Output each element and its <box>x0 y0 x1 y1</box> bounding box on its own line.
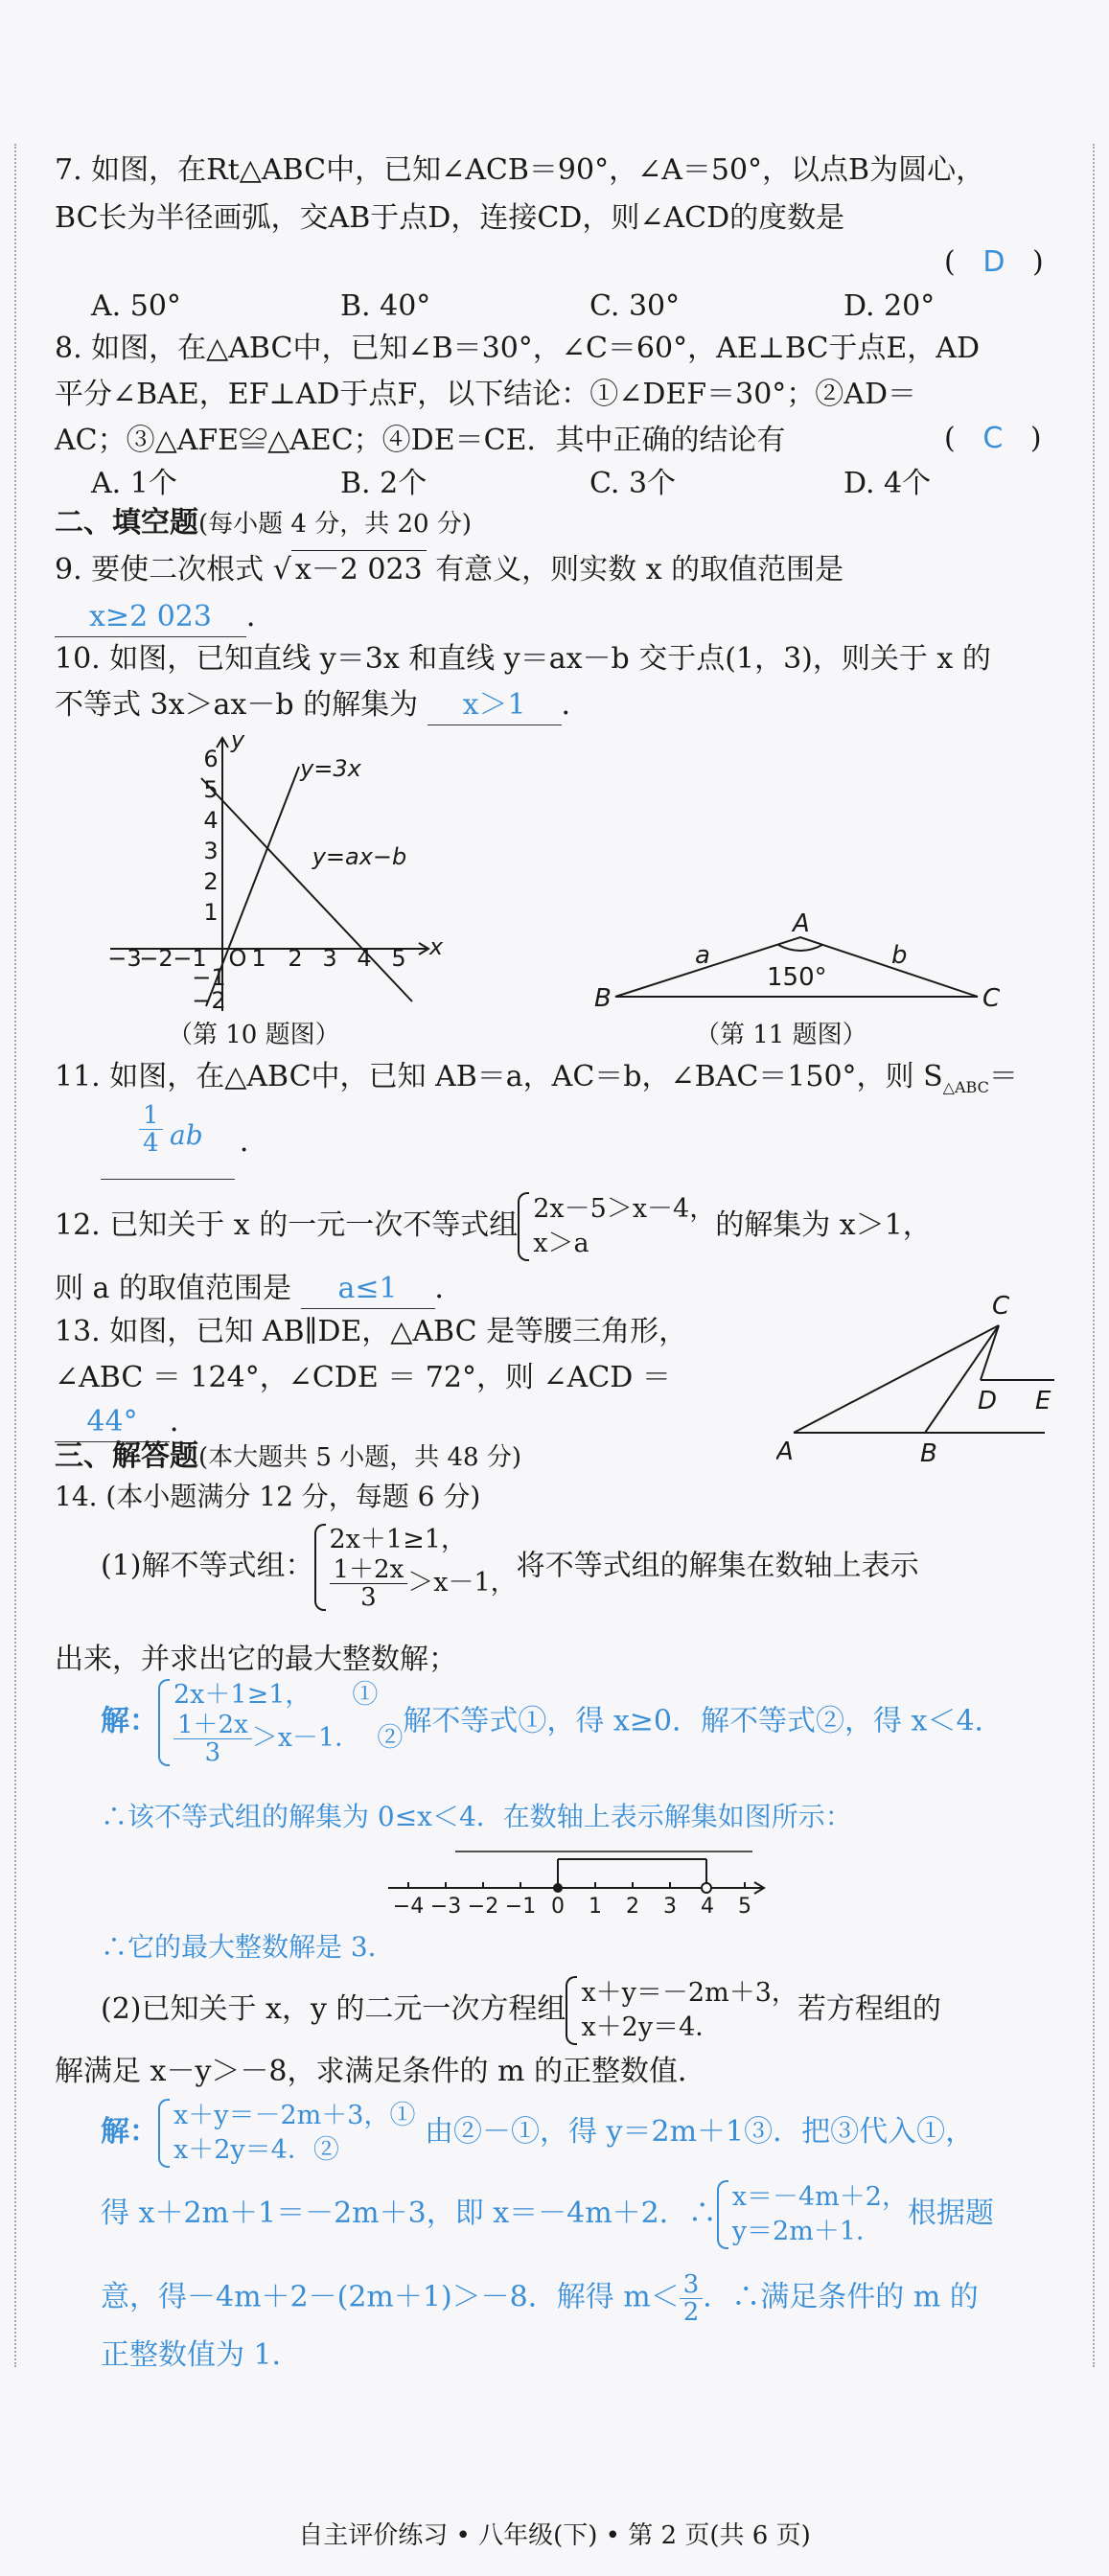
numberline-label: 2 <box>626 1895 639 1917</box>
q7-option-a: A. 50° <box>91 289 181 323</box>
fig13-label-c: C <box>992 1292 1010 1321</box>
fig10-xtick: 2 <box>288 945 303 972</box>
q9-line2: x≥2 023 ． <box>55 598 275 637</box>
figure-10-graph <box>96 728 460 1045</box>
q14-p2-row2: x＋2y＝4． <box>581 2012 722 2042</box>
fig13-label-d: D <box>978 1387 998 1415</box>
q7-option-c: C. 30° <box>589 289 681 323</box>
fig10-ytick: 3 <box>203 838 219 864</box>
q7-line1: 7. 如图，在Rt△ABC中，已知∠ACB＝90°，∠A＝50°，以点B为圆心， <box>55 153 985 187</box>
q14-sol1-row1: 2x＋1≥1， <box>173 1680 312 1710</box>
fig10-line1-label: y=3x <box>300 755 361 782</box>
fig10-ytick: 1 <box>203 899 219 926</box>
q14-p2-pre: (2)已知关于 x，y 的二元一次方程组 <box>101 1992 566 2026</box>
figure-13 <box>776 1289 1074 1461</box>
q12-pre: 12. 已知关于 x 的一元一次不等式组 <box>55 1208 519 1242</box>
q7-answer: D <box>982 245 1005 279</box>
q8-option-b: B. 2个 <box>340 467 427 500</box>
q14-p2-post: 若方程组的 <box>797 1992 941 2026</box>
fig11-vertex-a: A <box>793 910 810 938</box>
q14-sol1-system <box>158 1679 403 1766</box>
fig11-caption: （第 11 题图） <box>695 1021 867 1049</box>
section2-title: 二、填空题 <box>55 506 198 540</box>
q14-p2-line2: 解满足 x－y＞－8，求满足条件的 m 的正整数值． <box>55 2055 707 2088</box>
q14-sol1-label: 解： <box>101 1704 158 1738</box>
q8-line1: 8. 如图，在△ABC中，已知∠B＝30°，∠C＝60°，AE⊥BC于点E，AD <box>55 332 981 365</box>
q12-answer: a≤1 <box>301 1270 435 1309</box>
fig10-xtick: −2 <box>139 945 173 972</box>
q13-line3: 44° ． <box>55 1403 198 1442</box>
fig11-angle-label: 150° <box>767 963 827 992</box>
fig10-xtick: −1 <box>173 945 207 972</box>
fig10-ytick: 5 <box>203 776 219 803</box>
numberline-label: 0 <box>551 1895 565 1917</box>
q14-p1-line2: 出来，并求出它的最大整数解； <box>55 1643 457 1676</box>
q11-text: 11. 如图，在△ABC中，已知 AB＝a，AC＝b，∠BAC＝150°，则 S <box>55 1060 943 1093</box>
numberline-label: −4 <box>392 1895 425 1917</box>
q11-answer-var: ab <box>170 1119 203 1151</box>
q10-line1: 10. 如图，已知直线 y＝3x 和直线 y＝ax－b 交于点(1，3)，则关于 x 的 <box>55 642 991 676</box>
q14-header: 14. (本小题满分 12 分，每题 6 分) <box>55 1481 481 1512</box>
numberline-closed-dot <box>553 1883 563 1893</box>
q14-sol1-frac-den: 3 <box>204 1738 221 1767</box>
q14-sol2-line1 <box>101 2099 974 2168</box>
fig10-xtick: −3 <box>107 945 142 972</box>
numberline-label: −3 <box>429 1895 462 1917</box>
numberline-label: −1 <box>504 1895 537 1917</box>
q14-p1-row2 <box>330 1556 517 1611</box>
q14-sol2-line3 <box>101 2271 979 2326</box>
fig10-ytick: −1 <box>192 964 226 991</box>
q13-line2: ∠ABC ＝ 124°，∠CDE ＝ 72°，则 ∠ACD ＝ <box>55 1361 671 1394</box>
q8-option-a: A. 1个 <box>91 467 177 500</box>
q14-sol2-frac <box>680 2271 704 2326</box>
q11-frac-den: 4 <box>143 1129 159 1158</box>
q14-p1-pre: (1)解不等式组： <box>101 1549 314 1583</box>
q14-sol1-row2-rest: ＞x－1． <box>251 1723 361 1753</box>
fig11-vertex-c: C <box>982 984 1001 1013</box>
q11-answer-blank <box>101 1102 235 1180</box>
fig10-xtick: 4 <box>357 945 372 972</box>
figure-11-triangle <box>594 910 1016 1016</box>
q12-row1: 2x－5＞x－4， <box>533 1194 716 1224</box>
q14-sol2-row1: x＋y＝－2m＋3，① <box>173 2101 416 2130</box>
q14-p1-system <box>314 1524 517 1611</box>
fig10-ytick: 2 <box>203 868 219 895</box>
q7-answer-bracket: ( D ) <box>944 245 1044 279</box>
q11-line1 <box>55 1058 1018 1107</box>
numberline-label: 3 <box>663 1895 677 1917</box>
q14-sol2-line2-pre: 得 x＋2m＋1＝－2m＋3，即 x＝－4m＋2．∴ <box>101 2196 717 2230</box>
page-footer: 自主评价练习 • 八年级(下) • 第 2 页(共 6 页) <box>298 2521 811 2550</box>
left-margin-line <box>14 144 16 2367</box>
q12-line2: 则 a 的取值范围是 a≤1 ． <box>55 1270 464 1309</box>
q13-answer: 44° <box>55 1403 170 1442</box>
q11-sub: △ABC <box>942 1078 989 1096</box>
q8-answer-bracket: ( C ) <box>944 422 1042 455</box>
q14-sol2-label: 解： <box>101 2115 158 2149</box>
section2-heading <box>55 504 472 543</box>
fig10-xtick: O <box>228 945 247 972</box>
q14-sol1-mark1: ① <box>352 1680 379 1710</box>
fig10-y-label: y <box>230 728 245 753</box>
fig10-xtick: 3 <box>322 945 337 972</box>
q10-line2-text: 不等式 3x＞ax－b 的解集为 <box>55 688 419 722</box>
fig10-line2-label: y=ax−b <box>312 843 407 870</box>
q14-p1-frac <box>330 1556 408 1611</box>
fig13-label-e: E <box>1035 1387 1051 1415</box>
q14-sol2-line4: 正整数值为 1． <box>101 2338 301 2372</box>
q14-sol2-res-row2: y＝2m＋1． <box>731 2217 882 2246</box>
fig13-label-a: A <box>776 1438 794 1461</box>
q12-system <box>518 1192 715 1261</box>
q14-sol2-row2: x＋2y＝4．② <box>173 2135 339 2165</box>
q8-option-d: D. 4个 <box>843 467 932 500</box>
q14-p1-line1 <box>101 1524 919 1611</box>
numberline-label: 4 <box>701 1895 714 1917</box>
q9-post: 有意义，则实数 x 的取值范围是 <box>435 553 844 586</box>
right-margin-line <box>1093 144 1095 2367</box>
q8-option-c: C. 3个 <box>589 467 677 500</box>
q8-line2: 平分∠BAE，EF⊥AD于点F，以下结论：①∠DEF＝30°；②AD＝ <box>55 378 917 411</box>
q14-p1-row1: 2x＋1≥1， <box>329 1525 467 1554</box>
q14-p1-frac-num: 1＋2x <box>330 1556 408 1584</box>
q7-line2: BC长为半径画弧，交AB于点D，连接CD，则∠ACD的度数是 <box>55 201 845 235</box>
q14-p1-post: 将不等式组的解集在数轴上表示 <box>516 1549 919 1583</box>
q14-sol2-frac-den: 2 <box>682 2298 700 2327</box>
section3-heading <box>55 1438 521 1477</box>
fig11-side-b: b <box>891 941 908 970</box>
q14-sol1-frac-num: 1＋2x <box>173 1712 252 1739</box>
q14-p2-row1: x＋y＝－2m＋3， <box>581 1978 797 2008</box>
fig13-line-ac <box>794 1325 999 1433</box>
numberline-open-dot <box>702 1883 711 1893</box>
q12-line2-text: 则 a 的取值范围是 <box>55 1272 291 1305</box>
q13-line1: 13. 如图，已知 AB∥DE，△ABC 是等腰三角形， <box>55 1315 688 1348</box>
q14-number-line <box>383 1840 786 1917</box>
q14-p1-frac-den: 3 <box>360 1583 377 1612</box>
q14-p2-system <box>566 1976 797 2045</box>
q8-answer: C <box>982 422 1004 455</box>
fig10-xtick: 5 <box>391 945 406 972</box>
fig10-caption: （第 10 题图） <box>168 1021 340 1049</box>
fig10-x-label: x <box>428 933 444 960</box>
section2-note: (每小题 4 分，共 20 分) <box>198 510 472 539</box>
q9-pre: 9. 要使二次根式 <box>55 553 265 586</box>
q8-line3: AC；③△AFE≌△AEC；④DE＝CE．其中正确的结论有 <box>55 424 786 457</box>
q14-sol1-line2: ∴该不等式组的解集为 0≤x＜4．在数轴上表示解集如图所示： <box>101 1801 852 1832</box>
q11-answer-frac <box>139 1102 163 1157</box>
q9-radicand: x－2 023 <box>291 550 427 589</box>
q14-sol2-line2-post: 根据题 <box>907 2196 994 2230</box>
q12-post: 的解集为 x＞1， <box>715 1208 932 1242</box>
q14-sol2-result-system <box>717 2180 908 2249</box>
q14-sol2-line3-pre: 意，得－4m＋2－(2m＋1)＞－8．解得 m＜ <box>101 2280 680 2314</box>
q11-eq: ＝ <box>988 1060 1018 1093</box>
q9-answer: x≥2 023 <box>55 598 246 637</box>
fig10-xtick: 1 <box>251 945 266 972</box>
q14-sol2-system <box>158 2099 415 2168</box>
q7-option-b: B. 40° <box>340 289 431 323</box>
q10-answer: x＞1 <box>427 686 562 725</box>
q14-sol1-line3: ∴它的最大整数解是 3． <box>101 1931 395 1963</box>
q14-sol2-frac-num: 3 <box>680 2271 704 2299</box>
q14-p2-line1 <box>101 1976 941 2045</box>
q12-line1 <box>55 1192 932 1261</box>
fig10-ytick: 6 <box>203 746 219 772</box>
q14-sol2-res-row1: x＝－4m＋2， <box>731 2182 908 2212</box>
fig13-label-b: B <box>920 1439 937 1461</box>
numberline-label: 5 <box>738 1895 751 1917</box>
q10-line2: 不等式 3x＞ax－b 的解集为 x＞1 ． <box>55 686 590 725</box>
q11-frac-num: 1 <box>139 1102 163 1130</box>
q14-sol1-text: 解不等式①，得 x≥0．解不等式②，得 x＜4． <box>403 1704 1004 1738</box>
section3-title: 三、解答题 <box>55 1439 198 1473</box>
q9-line1: 9. 要使二次根式 √ x－2 023 有意义，则实数 x 的取值范围是 <box>55 550 843 589</box>
fig10-ytick: −2 <box>192 987 226 1014</box>
fig11-angle-arc <box>778 945 822 951</box>
q11-period: ． <box>240 1125 268 1159</box>
fig11-side-a: a <box>695 941 710 970</box>
fig11-vertex-b: B <box>594 984 612 1013</box>
q14-sol1-mark2: ② <box>377 1723 404 1753</box>
q14-sol2-line3-post: ．∴满足条件的 m 的 <box>703 2280 979 2314</box>
q12-row2: x＞a <box>533 1229 589 1258</box>
section3-note: (本大题共 5 小题，共 48 分) <box>198 1443 521 1472</box>
q14-sol1 <box>101 1679 1004 1766</box>
q14-sol2-line2 <box>101 2180 994 2249</box>
numberline-label: 1 <box>589 1895 602 1917</box>
fig10-ytick: 4 <box>203 807 219 834</box>
q14-sol2-text1: 由②－①，得 y＝2m＋1③．把③代入①， <box>425 2115 975 2149</box>
q14-p1-row2-rest: ＞x－1， <box>407 1568 517 1598</box>
numberline-label: −2 <box>467 1895 499 1917</box>
q14-sol1-frac <box>173 1712 252 1766</box>
q7-option-d: D. 20° <box>843 289 936 323</box>
